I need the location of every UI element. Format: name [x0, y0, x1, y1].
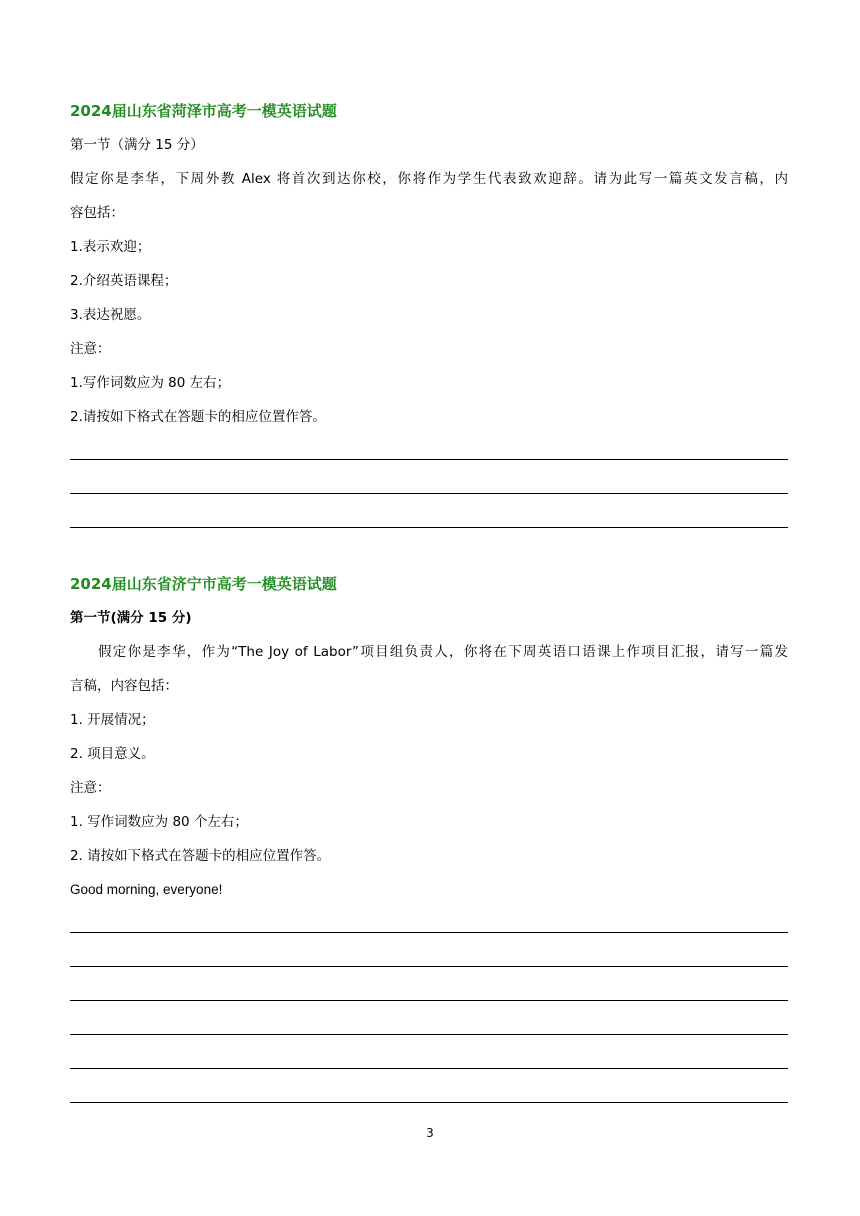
- answer-line: [70, 434, 788, 468]
- answer-line: [70, 502, 788, 536]
- section-title: 2024届山东省济宁市高考一模英语试题: [70, 575, 337, 593]
- note-item: 2. 请按如下格式在答题卡的相应位置作答。: [70, 848, 331, 864]
- answer-line: [70, 1077, 788, 1111]
- prompt-text: 容包括：: [70, 205, 124, 221]
- content-item: 1. 开展情况；: [70, 712, 155, 728]
- page-number: 3: [426, 1126, 434, 1140]
- note-item: 1.写作词数应为 80 左右；: [70, 375, 231, 391]
- answer-line: [70, 468, 788, 502]
- prompt-text: 假定你是李华，作为“The Joy of Labor”项目组负责人，你将在下周英语口语课上作项目汇报，请写一篇发: [98, 644, 788, 660]
- note-item: 1. 写作词数应为 80 个左右；: [70, 814, 248, 830]
- content-item: 2.介绍英语课程；: [70, 273, 178, 289]
- answer-line: [70, 1043, 788, 1077]
- note-label: 注意：: [70, 341, 111, 357]
- content-item: 1.表示欢迎；: [70, 239, 151, 255]
- section-title: 2024届山东省菏泽市高考一模英语试题: [70, 102, 337, 120]
- answer-line: [70, 1009, 788, 1043]
- note-item: 2.请按如下格式在答题卡的相应位置作答。: [70, 409, 326, 425]
- greeting-text: Good morning, everyone!: [70, 882, 223, 897]
- section-jining: [70, 567, 788, 1111]
- answer-line: [70, 907, 788, 941]
- answer-line: [70, 975, 788, 1009]
- content-item: 2. 项目意义。: [70, 746, 155, 762]
- part-label: 第一节(满分 15 分): [70, 610, 192, 626]
- content-item: 3.表达祝愿。: [70, 307, 151, 323]
- section-heze: [70, 94, 788, 536]
- prompt-text: 言稿，内容包括：: [70, 678, 178, 694]
- prompt-text: 假定你是李华，下周外教 Alex 将首次到达你校，你将作为学生代表致欢迎辞。请为此写一篇英文发言稿，内: [70, 171, 788, 187]
- part-label: 第一节（满分 15 分）: [70, 137, 204, 153]
- note-label: 注意：: [70, 780, 111, 796]
- answer-line: [70, 941, 788, 975]
